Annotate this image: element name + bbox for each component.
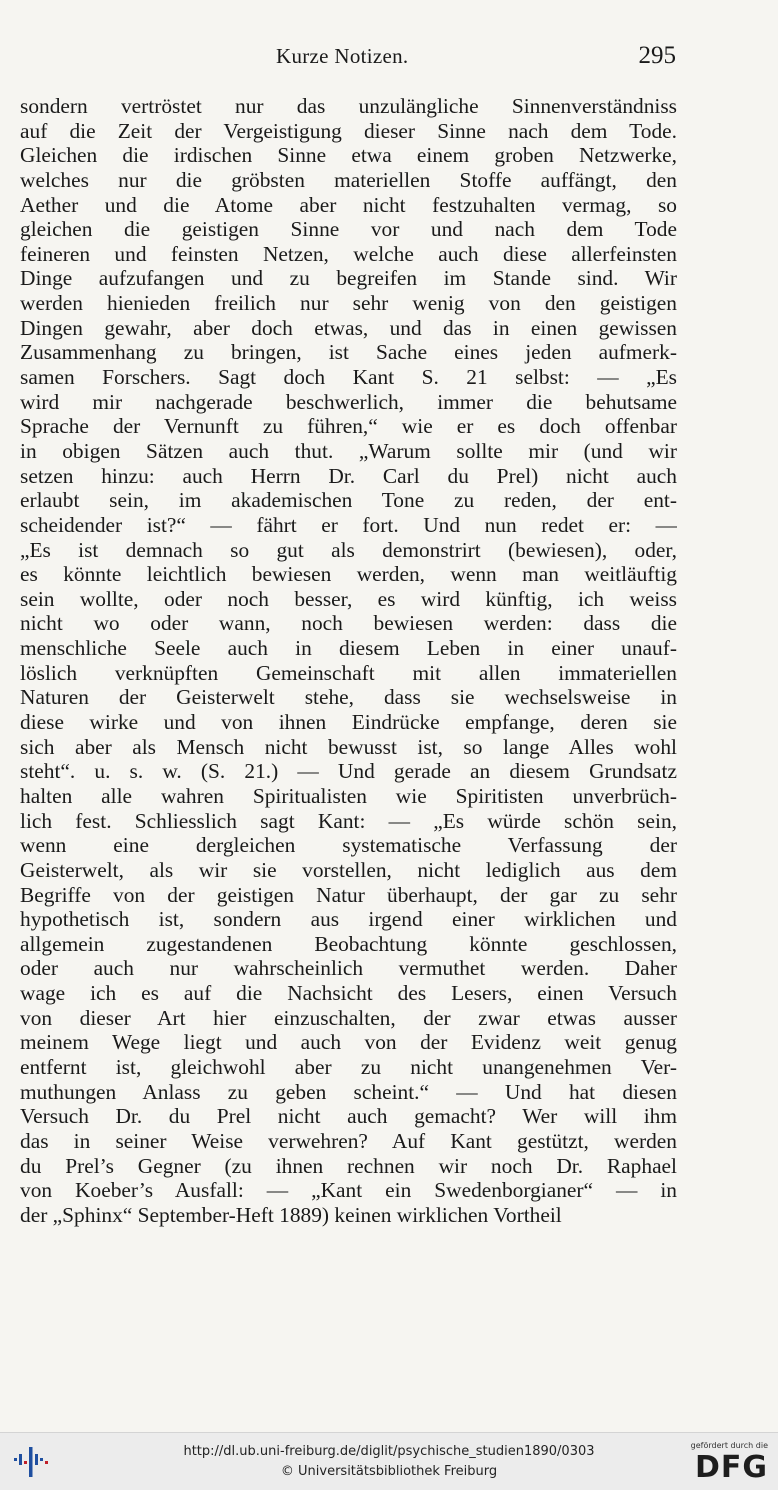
text-line: Zusammenhang zu bringen, ist Sache eines jeden aufmerk-: [20, 340, 677, 365]
running-title: Kurze Notizen.: [276, 44, 409, 68]
text-line: Naturen der Geisterwelt stehe, dass sie wechselsweise in: [20, 685, 677, 710]
text-line: Versuch Dr. du Prel nicht auch gemacht? Wer will ihm: [20, 1104, 677, 1129]
text-line: das in seiner Weise verwehren? Auf Kant gestützt, werden: [20, 1128, 677, 1153]
text-line: oder auch nur wahrscheinlich vermuthet werden. Daher: [20, 956, 677, 981]
text-line: werden hienieden freilich nur sehr wenig von den geistigen: [20, 291, 677, 316]
text-line: sich aber als Mensch nicht bewusst ist, so lange Alles wohl: [20, 734, 677, 759]
viewer-footer: [0, 1432, 778, 1490]
text-line: von dieser Art hier einzuschalten, der zwar etwas ausser: [20, 1005, 677, 1030]
footer-url-link[interactable]: http://dl.ub.uni-freiburg.de/diglit/psychische_studien1890/0303: [183, 1444, 595, 1459]
text-line: Aether und die Atome aber nicht festzuhalten vermag, so: [20, 192, 677, 217]
text-line: sondern vertröstet nur das unzulängliche Sinnenverständniss: [20, 94, 677, 118]
text-line: löslich verknüpften Gemeinschaft mit allen immateriellen: [20, 660, 677, 685]
text-line: feineren und feinsten Netzen, welche auch diese allerfeinsten: [20, 241, 677, 266]
text-line: muthungen Anlass zu geben scheint.“ — Und hat diesen: [20, 1079, 677, 1104]
dfg-logo: DFG: [694, 1450, 768, 1485]
text-line: auf die Zeit der Vergeistigung dieser Sinne nach dem Tode.: [20, 118, 677, 143]
body-text: [20, 94, 677, 1227]
text-line: scheidender ist?“ — fährt er fort. Und nun redet er: —: [20, 512, 677, 537]
page-number: 295: [638, 42, 676, 69]
text-line: lich fest. Schliesslich sagt Kant: — „Es würde schön sein,: [20, 808, 677, 833]
text-line: du Prel’s Gegner (zu ihnen rechnen wir noch Dr. Raphael: [20, 1153, 677, 1178]
text-line: Begriffe von der geistigen Natur überhaupt, der gar zu sehr: [20, 882, 677, 907]
text-line: Dingen gewahr, aber doch etwas, und das in einen gewissen: [20, 315, 677, 340]
text-line: Sprache der Vernunft zu führen,“ wie er es doch offenbar: [20, 414, 677, 439]
text-line: Geisterwelt, als wir sie vorstellen, nicht lediglich aus dem: [20, 857, 677, 882]
text-line: diese wirke und von ihnen Eindrücke empfange, deren sie: [20, 710, 677, 735]
text-line: nicht wo oder wann, noch bewiesen werden: dass die: [20, 611, 677, 636]
dfg-caption: gefördert durch die: [690, 1441, 768, 1450]
text-line: wird mir nachgerade beschwerlich, immer die behutsame: [20, 389, 677, 414]
text-line: welches nur die gröbsten materiellen Stoffe auffängt, den: [20, 167, 677, 192]
text-line: samen Forschers. Sagt doch Kant S. 21 selbst: — „Es: [20, 365, 677, 390]
text-line: wage ich es auf die Nachsicht des Lesers, einen Versuch: [20, 981, 677, 1006]
text-line: der „Sphinx“ September-Heft 1889) keinen wirklichen Vortheil: [20, 1202, 562, 1227]
text-line: von Koeber’s Ausfall: — „Kant ein Swedenborgianer“ — in: [20, 1178, 677, 1203]
text-line: halten alle wahren Spiritualisten wie Spiritisten unverbrüch-: [20, 783, 677, 808]
text-line: erlaubt sein, im akademischen Tone zu reden, der ent-: [20, 488, 677, 513]
text-line: Dinge aufzufangen und zu begreifen im Stande sind. Wir: [20, 266, 677, 291]
text-line: menschliche Seele auch in diesem Leben in einer unauf-: [20, 636, 677, 661]
text-line: es könnte leichtlich bewiesen werden, wenn man weitläuftig: [20, 562, 677, 587]
text-line: wenn eine dergleichen systematische Verfassung der: [20, 833, 677, 858]
text-line: meinem Wege liegt und auch von der Evidenz weit genug: [20, 1030, 677, 1055]
page-header: [0, 42, 778, 76]
text-line: steht“. u. s. w. (S. 21.) — Und gerade an diesem Grundsatz: [20, 759, 677, 784]
text-line: sein wollte, oder noch besser, es wird künftig, ich weiss: [20, 586, 677, 611]
text-line: Gleichen die irdischen Sinne etwa einem groben Netzwerke,: [20, 143, 677, 168]
text-line: in obigen Sätzen auch thut. „Warum sollte mir (und wir: [20, 438, 677, 463]
footer-copyright: © Universitätsbibliothek Freiburg: [280, 1464, 498, 1479]
text-line: setzen hinzu: auch Herrn Dr. Carl du Prel) nicht auch: [20, 463, 677, 488]
text-line: gleichen die geistigen Sinne vor und nach dem Tode: [20, 217, 677, 242]
text-line: allgemein zugestandenen Beobachtung könnte geschlossen,: [20, 931, 677, 956]
text-line: „Es ist demnach so gut als demonstrirt (bewiesen), oder,: [20, 537, 677, 562]
text-line: hypothetisch ist, sondern aus irgend einer wirklichen und: [20, 907, 677, 932]
text-line: entfernt ist, gleichwohl aber zu nicht unangenehmen Ver-: [20, 1054, 677, 1079]
